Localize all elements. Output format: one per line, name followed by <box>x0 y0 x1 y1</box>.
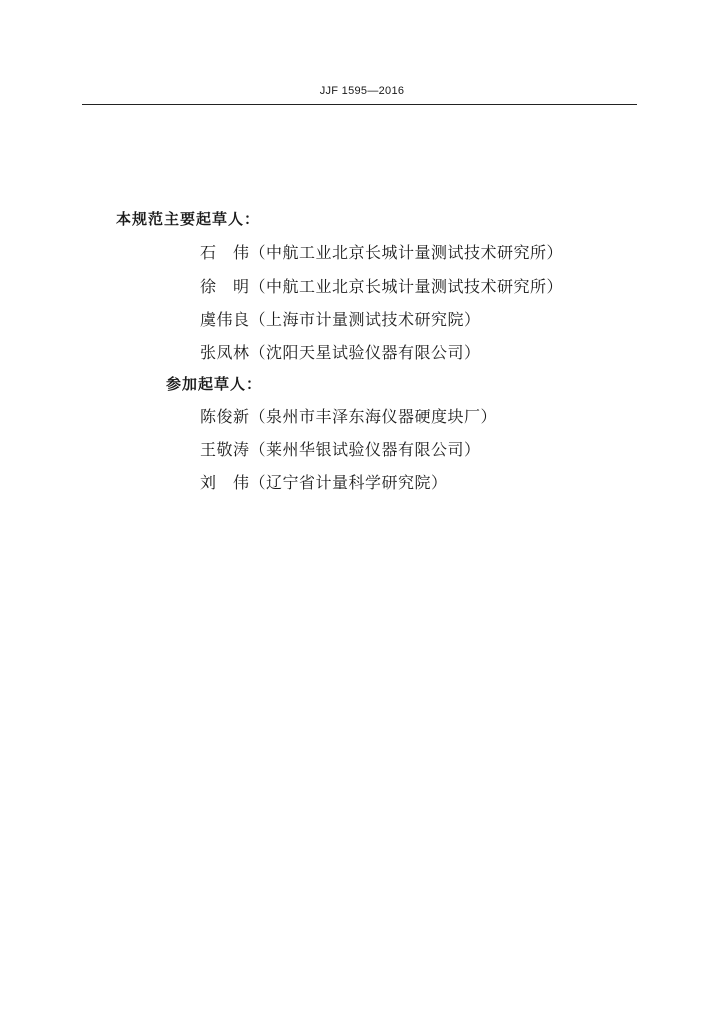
participating-drafters-title: 参加起草人： <box>166 375 263 393</box>
drafter-entry <box>200 274 563 297</box>
drafter-entry <box>200 307 481 330</box>
drafter-name: 虞伟良 <box>200 310 250 329</box>
drafter-org: （泉州市丰泽东海仪器硬度块厂） <box>249 407 498 426</box>
drafter-entry <box>200 240 563 263</box>
drafter-name: 陈俊新 <box>200 407 250 426</box>
drafter-org: （沈阳天星试验仪器有限公司） <box>249 343 481 362</box>
drafter-entry <box>200 404 497 427</box>
header-code: JJF 1595—2016 <box>319 85 405 97</box>
drafter-org: （中航工业北京长城计量测试技术研究所） <box>249 277 564 296</box>
drafter-org: （中航工业北京长城计量测试技术研究所） <box>249 243 564 262</box>
drafter-org: （辽宁省计量科学研究院） <box>249 473 448 492</box>
drafter-name: 徐 明 <box>200 277 250 296</box>
drafter-name: 张凤林 <box>200 343 250 362</box>
header-divider <box>82 104 637 105</box>
drafter-org: （上海市计量测试技术研究院） <box>249 310 481 329</box>
drafter-name: 刘 伟 <box>200 473 250 492</box>
drafter-name: 石 伟 <box>200 243 250 262</box>
drafter-entry <box>200 470 448 493</box>
main-drafters-title: 本规范主要起草人： <box>116 210 261 228</box>
drafter-org: （莱州华银试验仪器有限公司） <box>249 440 481 459</box>
drafter-entry <box>200 437 481 460</box>
drafter-entry <box>200 340 481 363</box>
drafter-name: 王敬涛 <box>200 440 250 459</box>
